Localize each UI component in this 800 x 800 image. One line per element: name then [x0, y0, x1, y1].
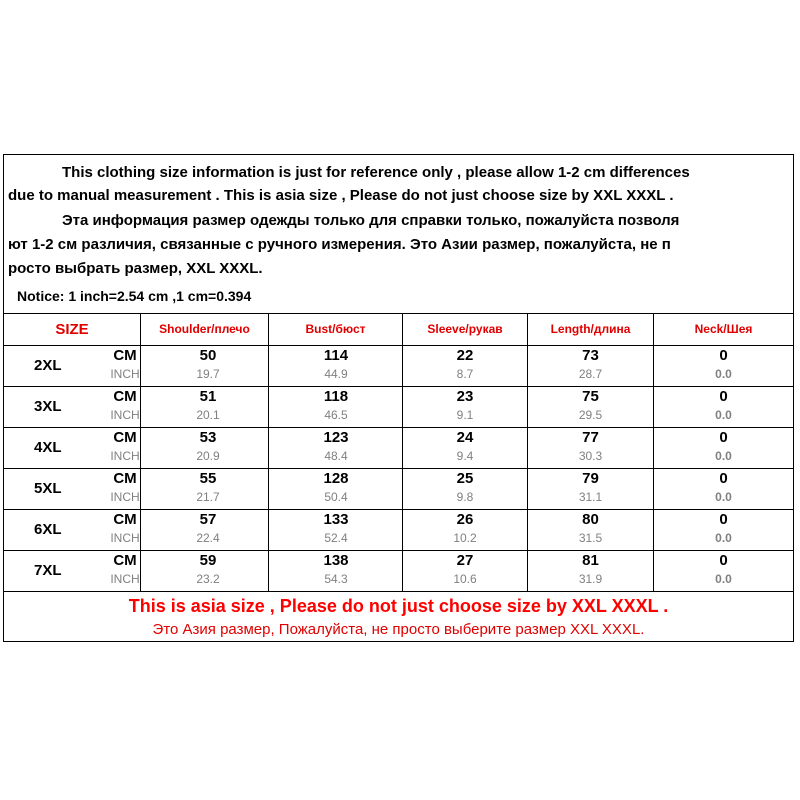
unit-inch: INCH: [110, 408, 140, 422]
sleeve-cm: 26: [456, 511, 474, 528]
sleeve-cm: 22: [456, 347, 474, 364]
size-label: 5XL: [34, 480, 62, 497]
neck-inch: 0.0: [715, 531, 732, 545]
length-inch: 29.5: [578, 408, 603, 422]
shoulder-inch: 23.2: [196, 572, 220, 586]
unit-cm: CM: [113, 429, 137, 446]
sleeve-cm: 24: [456, 429, 474, 446]
bust-inch: 46.5: [324, 408, 348, 422]
shoulder-cm: 53: [199, 429, 217, 446]
neck-inch: 0.0: [715, 408, 732, 422]
sleeve-inch: 8.7: [456, 367, 474, 381]
header-length: Length/длина: [550, 322, 631, 336]
length-inch: 28.7: [578, 367, 603, 381]
table-row: [4, 510, 793, 551]
length-cm: 79: [582, 470, 599, 487]
unit-inch: INCH: [110, 572, 140, 586]
size-label: 6XL: [34, 521, 62, 538]
size-label: 3XL: [34, 398, 62, 415]
length-cm: 77: [582, 429, 599, 446]
shoulder-inch: 22.4: [196, 531, 220, 545]
sleeve-inch: 9.8: [456, 490, 474, 504]
neck-inch: 0.0: [715, 490, 732, 504]
shoulder-cm: 55: [199, 470, 217, 487]
size-chart: [3, 154, 794, 642]
sleeve-inch: 9.1: [456, 408, 474, 422]
shoulder-inch: 19.7: [196, 367, 220, 381]
neck-cm: 0: [719, 429, 728, 446]
bust-inch: 54.3: [324, 572, 348, 586]
shoulder-inch: 21.7: [196, 490, 220, 504]
neck-cm: 0: [719, 511, 728, 528]
footer-warning-russian: Это Азия размер, Пожалуйста, не просто выберите размер XXL XXXL.: [152, 621, 645, 638]
russian-note-line-1: Эта информация размер одежды только для справки только, пожалуйста позволя: [62, 212, 680, 229]
bust-inch: 50.4: [324, 490, 348, 504]
sleeve-cm: 25: [456, 470, 474, 487]
neck-inch: 0.0: [715, 367, 732, 381]
length-cm: 81: [582, 552, 599, 569]
length-inch: 31.9: [578, 572, 603, 586]
reference-note-line-1: This clothing size information is just for reference only , please allow 1-2 cm differences: [62, 164, 690, 181]
table-row: [4, 428, 793, 469]
neck-inch: 0.0: [715, 572, 732, 586]
table-row: [4, 346, 793, 387]
header-bust: Bust/бюст: [305, 322, 366, 336]
size-label: 7XL: [34, 562, 62, 579]
length-cm: 75: [582, 388, 599, 405]
unit-cm: CM: [113, 388, 137, 405]
length-cm: 80: [582, 511, 599, 528]
shoulder-inch: 20.9: [196, 449, 220, 463]
neck-cm: 0: [719, 470, 728, 487]
bust-cm: 133: [323, 511, 349, 528]
conversion-notice: Notice: 1 inch=2.54 cm ,1 cm=0.394: [17, 288, 252, 304]
bust-cm: 123: [323, 429, 349, 446]
length-inch: 31.1: [578, 490, 603, 504]
russian-note-line-2: ют 1-2 см различия, связанные с ручного измерения. Это Азии размер, пожалуйста, не п: [8, 236, 671, 253]
size-label: 2XL: [34, 357, 62, 374]
shoulder-cm: 57: [199, 511, 217, 528]
table-row: [4, 387, 793, 428]
header-neck: Neck/Шея: [694, 322, 753, 336]
unit-cm: CM: [113, 470, 137, 487]
unit-cm: CM: [113, 347, 137, 364]
unit-inch: INCH: [110, 531, 140, 545]
unit-cm: CM: [113, 511, 137, 528]
bust-inch: 52.4: [324, 531, 348, 545]
shoulder-cm: 59: [199, 552, 217, 569]
header-shoulder: Shoulder/плечо: [159, 322, 250, 336]
neck-cm: 0: [719, 347, 728, 364]
sleeve-inch: 9.4: [456, 449, 474, 463]
neck-cm: 0: [719, 552, 728, 569]
neck-cm: 0: [719, 388, 728, 405]
bust-cm: 114: [323, 347, 349, 364]
unit-inch: INCH: [110, 367, 140, 381]
unit-inch: INCH: [110, 449, 140, 463]
russian-note-line-3: росто выбрать размер, XXL XXXL.: [8, 260, 263, 277]
unit-inch: INCH: [110, 490, 140, 504]
sleeve-inch: 10.2: [453, 531, 477, 545]
bust-cm: 118: [323, 388, 349, 405]
shoulder-cm: 50: [199, 347, 217, 364]
header-size: SIZE: [55, 321, 89, 338]
bust-cm: 128: [323, 470, 349, 487]
table-row: [4, 469, 793, 510]
length-inch: 30.3: [578, 449, 603, 463]
bust-cm: 138: [323, 552, 349, 569]
sleeve-cm: 27: [456, 552, 474, 569]
unit-cm: CM: [113, 552, 137, 569]
size-label: 4XL: [34, 439, 62, 456]
shoulder-inch: 20.1: [196, 408, 220, 422]
bust-inch: 44.9: [324, 367, 348, 381]
footer-warning-english: This is asia size , Please do not just choose size by XXL XXXL .: [128, 596, 669, 616]
neck-inch: 0.0: [715, 449, 732, 463]
table-row: [4, 551, 793, 592]
shoulder-cm: 51: [199, 388, 217, 405]
sleeve-inch: 10.6: [453, 572, 477, 586]
length-cm: 73: [582, 347, 599, 364]
length-inch: 31.5: [578, 531, 603, 545]
header-sleeve: Sleeve/рукав: [427, 322, 503, 336]
table-header-row: [4, 313, 793, 346]
sleeve-cm: 23: [456, 388, 474, 405]
reference-note-line-2: due to manual measurement . This is asia size , Please do not just choose size by XXL XXXL .: [8, 187, 674, 204]
bust-inch: 48.4: [324, 449, 348, 463]
